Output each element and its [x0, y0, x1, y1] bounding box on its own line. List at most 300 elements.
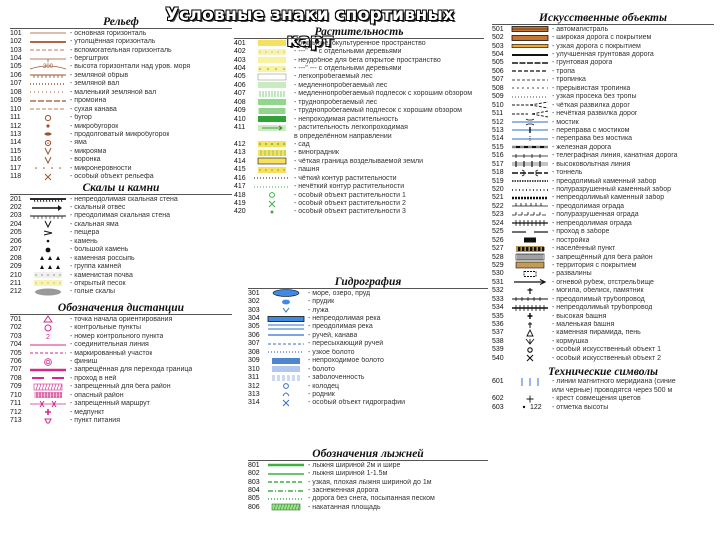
blue-x-icon [264, 399, 308, 407]
blue-dotted-icon [264, 348, 308, 356]
legend-code: 113 [10, 130, 22, 138]
legend-row [492, 194, 714, 202]
green-dark-icon [250, 115, 294, 123]
legend-row [234, 140, 484, 148]
none-icon [508, 386, 552, 394]
legend-row [10, 408, 232, 416]
legend-label: - микробугорок [70, 122, 119, 130]
legend-label: - высота горизонтали над уров. моря [70, 63, 191, 71]
legend-row [492, 253, 714, 261]
road-motorway-icon [508, 25, 552, 33]
legend-code: 713 [10, 417, 22, 425]
legend-label: - неудобное для бега открытое пространство [294, 56, 441, 64]
legend-code: 204 [10, 220, 22, 228]
legend-label: - болото [308, 365, 335, 373]
legend-label: - лужа [308, 306, 329, 314]
magenta-thick-icon [26, 366, 70, 374]
magenta-xx-icon [26, 400, 70, 408]
legend-label: - маркированный участок [70, 349, 153, 357]
legend-code: 506 [492, 67, 504, 75]
legend-code: 114 [10, 139, 22, 147]
legend-label: - продолговатый микробугорок [70, 130, 170, 138]
legend-code: 411 [234, 124, 246, 132]
legend-code: 208 [10, 254, 22, 262]
legend-label: - особый объект гидрографии [308, 399, 406, 407]
legend-code: 402 [234, 48, 246, 56]
legend-code: 304 [248, 315, 260, 323]
legend-code: 528 [492, 253, 504, 261]
legend-row [492, 312, 714, 320]
legend-label: - непреодолимая скальная стена [70, 195, 178, 203]
legend-label: - родник [308, 390, 335, 398]
legend-code: 711 [10, 400, 22, 408]
legend-row [10, 340, 232, 348]
ski-solid-green-icon [264, 461, 308, 469]
legend-label: - особый объект растительности 1 [294, 191, 406, 199]
legend-code: 405 [234, 73, 246, 81]
magnetic-north-icon [508, 378, 552, 386]
legend-code: 704 [10, 341, 22, 349]
legend-code: 420 [234, 208, 246, 216]
legend-label: - территория с покрытием [552, 261, 637, 269]
legend-label: - бугор [70, 114, 92, 122]
section-title-course: Обозначения дистанции [10, 302, 232, 315]
legend-label: - заболоченность [308, 374, 365, 382]
legend-row [492, 168, 714, 176]
blue-small-icon [264, 298, 308, 306]
legend-code: 116 [10, 156, 22, 164]
legend-row [248, 373, 488, 381]
legend-row [10, 262, 232, 270]
legend-code: 406 [234, 81, 246, 89]
legend-label: - тропа [552, 67, 575, 75]
legend-label: - нечёткий контур растительности [294, 183, 405, 191]
legend-row [234, 81, 484, 89]
legend-code: 111 [10, 114, 21, 122]
legend-label: - преодолимая ограда [552, 202, 625, 210]
legend-code: 301 [248, 289, 260, 297]
legend-label: - вспомогательная горизонталь [70, 46, 172, 54]
legend-label: - преодолимая скальная стена [70, 212, 170, 220]
list-ski [248, 461, 488, 512]
grave-icon [508, 287, 552, 295]
legend-code: 537 [492, 329, 504, 337]
line-brown-tick-icon [26, 55, 70, 63]
legend-code: 118 [10, 173, 22, 181]
legend-row [10, 237, 232, 245]
legend-row [492, 109, 714, 117]
legend-row [10, 46, 232, 54]
legend-code: 504 [492, 51, 504, 59]
legend-code: 109 [10, 97, 22, 105]
track-dashed-icon [508, 67, 552, 75]
pipeline-icon [508, 295, 552, 303]
blue-double-icon [264, 323, 308, 331]
legend-row [10, 254, 232, 262]
legend-code: 805 [248, 495, 260, 503]
legend-row [248, 306, 488, 314]
legend-label: - особый объект растительности 3 [294, 208, 406, 216]
legend-row [10, 71, 232, 79]
legend-label: - непреодолимый трубопровод [552, 304, 653, 312]
legend-row [234, 157, 484, 165]
section-title-rocks: Скалы и камни [10, 182, 232, 195]
road-dirt-icon [508, 59, 552, 67]
legend-code: 207 [10, 246, 22, 254]
crossing-no-bridge-icon [508, 135, 552, 143]
ski-dash-dot-icon [264, 487, 308, 495]
legend-label: - запрещённый для бега район [552, 253, 653, 261]
legend-label: - переправа без мостика [552, 135, 633, 143]
legend-code: 530 [492, 270, 504, 278]
legend-row [10, 164, 232, 172]
legend-row [10, 203, 232, 211]
legend-row [492, 143, 714, 151]
legend-label: - полуразрушенный каменный забор [552, 186, 671, 194]
railway-icon [508, 143, 552, 151]
legend-row [234, 132, 484, 140]
legend-row [10, 416, 232, 424]
tower-icon [508, 312, 552, 320]
legend-row [10, 156, 232, 164]
legend-row [492, 346, 714, 354]
legend-code: 205 [10, 229, 22, 237]
legend-row [248, 340, 488, 348]
black-v-icon [26, 220, 70, 228]
legend-row [10, 29, 232, 37]
brown-v-icon [26, 156, 70, 164]
white-fill-icon [250, 73, 294, 81]
legend-code: 509 [492, 93, 504, 101]
legend-label: - высокая башня [552, 312, 607, 320]
legend-row [492, 270, 714, 278]
legend-label: - открытое, окультуренное пространство [294, 39, 426, 47]
legend-code: 212 [10, 288, 22, 296]
legend-row [492, 394, 714, 402]
legend-code: 308 [248, 348, 260, 356]
forbidden-area-icon [508, 253, 552, 261]
legend-row [248, 331, 488, 339]
green-arrow-icon [250, 124, 294, 132]
legend-label: - море, озеро, пруд [308, 289, 371, 297]
line-brown-thin-icon [26, 29, 70, 37]
legend-label: - улучшенная грунтовая дорога [552, 51, 654, 59]
legend-label: - ---" --- с отдельными деревьями [294, 48, 402, 56]
legend-row [492, 228, 714, 236]
legend-label: - телеграфная линия, канатная дорога [552, 152, 678, 160]
page-title: Условные знаки спортивных карт [165, 5, 455, 51]
legend-label: - пещера [70, 229, 100, 237]
legend-row [492, 42, 714, 50]
legend-label: - утолщённая горизонталь [70, 38, 156, 46]
legend-row [234, 208, 484, 216]
blue-marsh-light-icon [264, 374, 308, 382]
legend-row [492, 386, 714, 394]
legend-code: 503 [492, 42, 504, 50]
black-triangles-icon [26, 254, 70, 262]
legend-label: - узкое болото [308, 348, 355, 356]
contour-height-label: 300 [42, 63, 53, 70]
contour-300-icon [26, 63, 70, 71]
legend-label: - сухая канава [70, 105, 117, 113]
legend-label: - лыжня шириной 2м и шире [308, 461, 401, 469]
legend-row [10, 271, 232, 279]
legend-code: 106 [10, 71, 22, 79]
legend-row [10, 97, 232, 105]
legend-row [248, 297, 488, 305]
line-brown-dashed-icon [26, 105, 70, 113]
legend-code: 511 [492, 110, 504, 118]
legend-label: - полуразрушенная ограда [552, 211, 639, 219]
building-icon [508, 236, 552, 244]
legend-row [234, 73, 484, 81]
green-dotted-icon [250, 183, 294, 191]
legend-row [10, 80, 232, 88]
legend-label: - дорога без снега, посыпанная песком [308, 495, 435, 503]
list-hydro [248, 289, 488, 407]
ruin-icon [508, 270, 552, 278]
junction-unclear-icon [508, 110, 552, 118]
line-brown-dots-icon [26, 80, 70, 88]
crossing-bridge-icon [508, 126, 552, 134]
legend-code: 517 [492, 160, 504, 168]
line-brown-dotted-icon [26, 88, 70, 96]
legend-label: - чёткая развилка дорог [552, 101, 630, 109]
legend-row [234, 107, 484, 115]
legend-row [10, 315, 232, 323]
legend-code: 311 [248, 374, 260, 382]
legend-label: - земляной вал [70, 80, 120, 88]
legend-code: 413 [234, 149, 246, 157]
legend-code: 103 [10, 46, 22, 54]
brown-x-icon [26, 173, 70, 181]
blue-ring-icon [264, 382, 308, 390]
yellow-brown-dots-icon [250, 166, 294, 174]
legend-code: 407 [234, 90, 246, 98]
legend-row [248, 478, 488, 486]
legend-label: - каменистая почва [70, 271, 133, 279]
legend-code: 102 [10, 38, 22, 46]
column-middle-ski [248, 448, 488, 512]
track-small-icon [508, 76, 552, 84]
yellow-green-lines-icon [250, 149, 294, 157]
magenta-cup-icon [26, 417, 70, 425]
legend-label: - узкая дорога с покрытием [552, 42, 641, 50]
legend-code: 314 [248, 399, 260, 407]
legend-row [10, 357, 232, 365]
legend-label: - грунтовая дорога [552, 59, 613, 67]
legend-row [234, 115, 484, 123]
legend-row [492, 160, 714, 168]
legend-code: 601 [492, 378, 504, 386]
legend-code: 202 [10, 204, 22, 212]
legend-code: 709 [10, 383, 22, 391]
green-stripes-icon [250, 90, 294, 98]
legend-row [248, 390, 488, 398]
legend-row [492, 84, 714, 92]
legend-label: - тоннель [552, 169, 583, 177]
legend-row [248, 314, 488, 322]
legend-code: 302 [248, 298, 260, 306]
legend-row [248, 503, 488, 511]
legend-row [234, 56, 484, 64]
ski-area-icon [264, 503, 308, 511]
legend-label: - воронка [70, 156, 101, 164]
legend-code: 515 [492, 143, 504, 151]
legend-row [234, 90, 484, 98]
legend-row [492, 287, 714, 295]
black-cave-icon [26, 229, 70, 237]
legend-label: - виноградник [294, 149, 339, 157]
legend-row [10, 88, 232, 96]
bridge-icon [508, 118, 552, 126]
legend-code: 115 [10, 147, 22, 155]
green-stripes-dense-icon [250, 107, 294, 115]
legend-label: - широкая дорога с покрытием [552, 34, 652, 42]
legend-label: - высоковольтная линия [552, 160, 631, 168]
legend-code: 206 [10, 237, 22, 245]
legend-label: - огневой рубеж, отстрельбище [552, 278, 654, 286]
legend-label: - голые скалы [70, 288, 116, 296]
legend-code: 802 [248, 470, 260, 478]
legend-code: 410 [234, 115, 246, 123]
yellow-border-icon [250, 157, 294, 165]
blue-dashed-icon [264, 340, 308, 348]
road-narrow-icon [508, 42, 552, 50]
legend-code: 510 [492, 101, 504, 109]
legend-code: 305 [248, 323, 260, 331]
legend-row [248, 357, 488, 365]
legend-code: 527 [492, 245, 504, 253]
legend-label: - ---" --- с отдельными деревьями [294, 65, 402, 73]
svg-text:2: 2 [46, 334, 50, 341]
legend-code: 415 [234, 166, 246, 174]
legend-row [10, 212, 232, 220]
line-brown-gully-icon [26, 97, 70, 105]
spot-height-label: 122 [530, 403, 542, 411]
list-manmade [492, 25, 714, 363]
fence-icon [508, 202, 552, 210]
legend-code: 419 [234, 200, 246, 208]
legend-label: - непреодолимый каменный забор [552, 194, 665, 202]
legend-code: 512 [492, 118, 504, 126]
legend-label: - легкопробегаемый лес [294, 73, 373, 81]
pipeline-high-icon [508, 304, 552, 312]
legend-row [10, 279, 232, 287]
legend-label: - скальная яма [70, 220, 119, 228]
legend-row [10, 391, 232, 399]
legend-label: - каменная россыпь [70, 254, 135, 262]
legend-label: - чёткая граница возделываемой земли [294, 157, 424, 165]
legend-code: 210 [10, 271, 22, 279]
legend-label: или черные) проводятся через 500 м [552, 386, 673, 394]
legend-code: 603 [492, 403, 504, 411]
legend-label: - пересыхающий ручей [308, 340, 384, 348]
legend-row [10, 105, 232, 113]
legend-row [10, 324, 232, 332]
legend-row [248, 495, 488, 503]
legend-row [10, 195, 232, 203]
legend-label: - маленькая башня [552, 321, 615, 329]
legend-code: 803 [248, 478, 260, 486]
legend-row [10, 54, 232, 62]
legend-label: - медленнопробегаемый подлесок с хорошим обзором [294, 90, 473, 98]
black-circle-icon [508, 346, 552, 354]
yellow-fill-icon [250, 39, 294, 47]
legend-label: - номер контрольного пункта [70, 332, 164, 340]
legend-label: - ручей, канава [308, 331, 358, 339]
section-title-vegetation: Растительность [234, 26, 484, 39]
blue-line-icon [264, 331, 308, 339]
road-wide-icon [508, 34, 552, 42]
legend-row [10, 374, 232, 382]
legend-row [10, 172, 232, 180]
legend-row [492, 152, 714, 160]
legend-row [492, 320, 714, 328]
paved-area-icon [508, 261, 552, 269]
legend-code: 313 [248, 390, 260, 398]
column-middle-top [234, 26, 484, 216]
blue-marsh-dark-icon [264, 357, 308, 365]
legend-label: - труднопробегаемый подлесок с хорошим обзором [294, 107, 462, 115]
legend-row [492, 76, 714, 84]
legend-label: - непреодолимая ограда [552, 219, 632, 227]
legend-code: 538 [492, 337, 504, 345]
legend-row [10, 332, 232, 340]
legend-code: 804 [248, 487, 260, 495]
legend-code: 536 [492, 321, 504, 329]
legend-row [10, 139, 232, 147]
legend-row [234, 182, 484, 190]
legend-label: - населённый пункт [552, 245, 616, 253]
legend-row [10, 366, 232, 374]
legend-label: - мостик [552, 118, 579, 126]
legend-label: - пашня [294, 166, 320, 174]
legend-label: - кормушка [552, 337, 589, 345]
legend-label: - проход в ней [70, 374, 117, 382]
legend-label: - непроходимое болото [308, 357, 384, 365]
legend-label: - камень [70, 237, 98, 245]
legend-label: - запрещенный маршрут [70, 400, 150, 408]
legend-label: - крест совмещения цветов [552, 395, 641, 403]
rock-wall-black-icon [26, 195, 70, 203]
legend-label: - отметка высоты [552, 403, 609, 411]
small-tower-icon [508, 321, 552, 329]
legend-row [492, 211, 714, 219]
legend-label: - запрещённая для перехода граница [70, 366, 193, 374]
legend-row [492, 33, 714, 41]
road-improved-icon [508, 51, 552, 59]
legend-code: 501 [492, 25, 504, 33]
legend-row [492, 126, 714, 134]
legend-label: - узкая просека без тропы [552, 93, 637, 101]
legend-code: 309 [248, 357, 260, 365]
magenta-cross-icon [26, 408, 70, 416]
line-brown-dashed-icon [26, 46, 70, 54]
magenta-cross-hatch-icon [26, 391, 70, 399]
legend-row [234, 64, 484, 72]
list-vegetation [234, 39, 484, 216]
legend-code: 101 [10, 29, 22, 37]
legend-code: 703 [10, 332, 22, 340]
green-medium-icon [250, 98, 294, 106]
legend-code: 520 [492, 186, 504, 194]
legend-code: 705 [10, 349, 22, 357]
ski-dashed-green-icon [264, 478, 308, 486]
legend-row [234, 174, 484, 182]
legend-row [492, 378, 714, 386]
legend-label: - медленнопробегаемый лес [294, 81, 388, 89]
